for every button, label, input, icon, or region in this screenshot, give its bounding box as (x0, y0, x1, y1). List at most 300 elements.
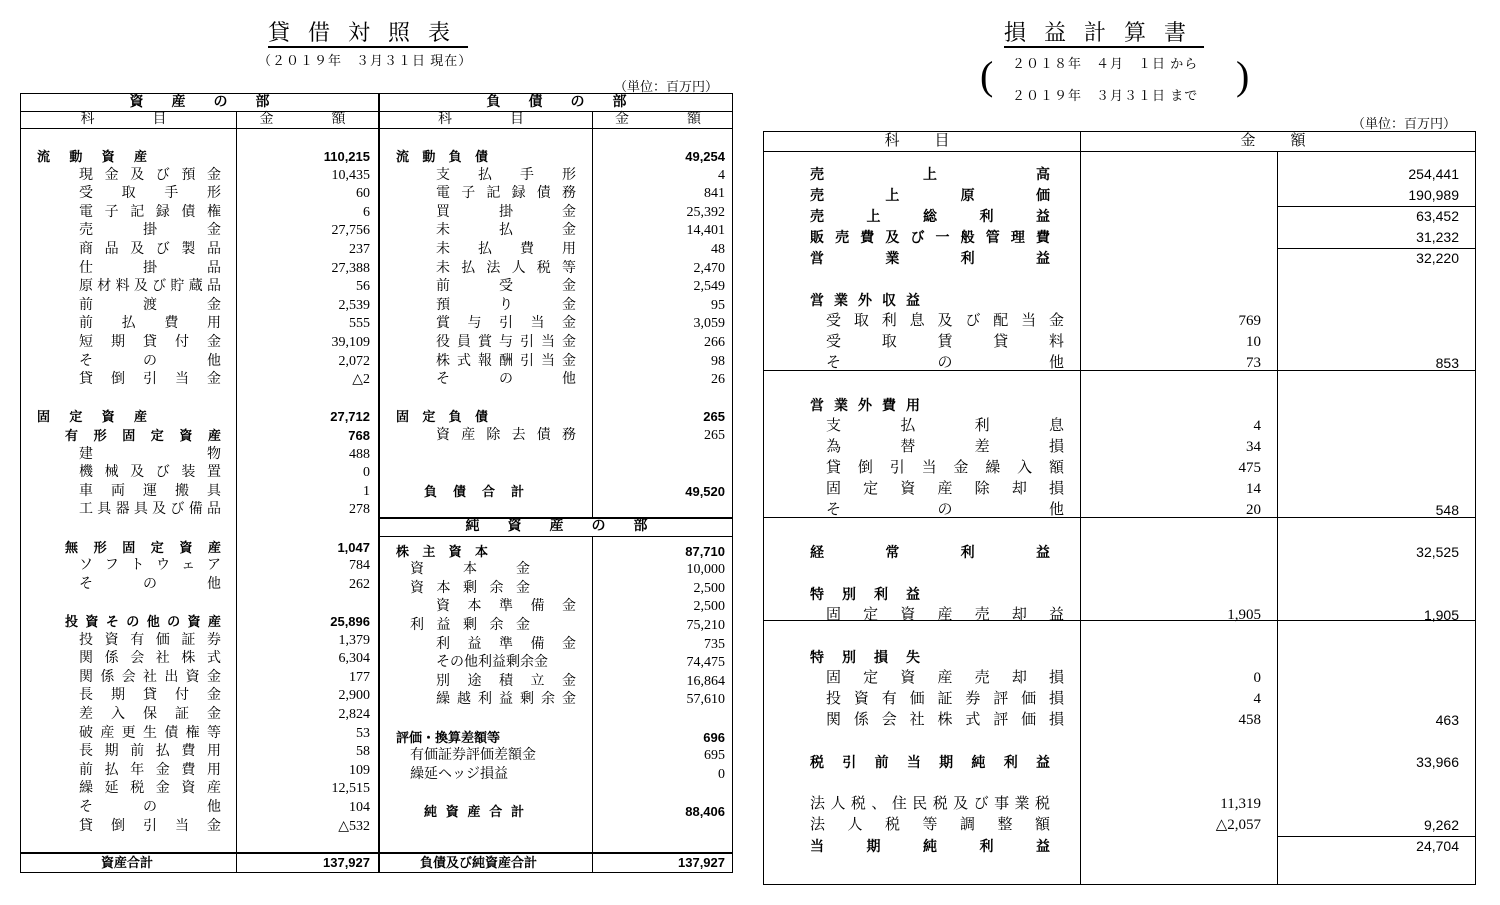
bs-item-amount: 4 (718, 167, 725, 183)
pl-item-total-amount: 254,441 (1408, 166, 1459, 182)
pl-row (764, 395, 1475, 416)
liab-na-total-amount: 137,927 (678, 855, 725, 870)
bs-spacer (21, 594, 378, 612)
pl-item-total-amount: 9,262 (1423, 817, 1459, 833)
bs-row (21, 687, 378, 705)
bs-item-label: 繰延ヘッジ損益 (410, 766, 508, 782)
bs-row (380, 691, 733, 709)
bs-item-amount: 58 (356, 744, 370, 760)
bs-row (21, 427, 378, 445)
assets-total-label: 資産合計 (101, 855, 154, 870)
bs-row (380, 260, 733, 278)
bs-item-amount: 6,304 (338, 651, 370, 667)
bs-item-amount: 110,215 (323, 149, 370, 164)
period-from: ２０１８年 ４月 １日 から (1012, 56, 1199, 71)
bs-item-amount: 1 (363, 483, 370, 499)
bs-spacer (380, 464, 733, 482)
bs-item-label: 資本剰余金 (410, 580, 530, 596)
bs-item-amount: 768 (348, 428, 370, 443)
pl-item-label: 固定資産売却益 (826, 607, 1064, 623)
bs-item-amount: 1,379 (338, 632, 370, 648)
bs-item-label: 差入保証金 (79, 707, 221, 722)
income-statement-title: 損益計算書 (1004, 20, 1205, 45)
bs-row (21, 632, 378, 650)
income-statement-table (763, 131, 1476, 885)
pl-row (764, 584, 1475, 605)
bs-row (21, 446, 378, 464)
bs-item-amount: 265 (703, 409, 725, 425)
bs-item-amount: 27,756 (331, 223, 370, 239)
bs-row (380, 543, 733, 561)
bs-row (380, 483, 733, 501)
pl-item-label: 固定資産除却損 (826, 481, 1064, 497)
bs-row (21, 780, 378, 798)
pl-row (764, 311, 1475, 332)
bs-item-label: 貸倒引当金 (79, 372, 221, 388)
bs-item-amount: 2,470 (693, 260, 725, 276)
bs-item-label: 役員賞与引当金 (436, 335, 576, 350)
bs-item-label: 支払手形 (436, 167, 576, 183)
bs-item-label: 破産更生債権等 (79, 725, 221, 741)
bs-item-label: 投資有価証券 (79, 632, 221, 648)
bs-item-label: その他 (79, 800, 221, 815)
pl-item-sub-amount: 11,319 (1220, 796, 1261, 812)
pl-item-label: 関係会社株式評価損 (826, 712, 1064, 728)
pl-item-sub-amount: 4 (1253, 418, 1261, 434)
pl-item-sub-amount: 475 (1238, 460, 1261, 476)
bs-item-amount: 27,388 (331, 260, 370, 276)
bs-item-label: 前払年金費用 (79, 762, 221, 778)
pl-row (764, 689, 1475, 710)
bs-row (21, 706, 378, 724)
balance-sheet-date: （２０１９年 ３月３１日 現在） (258, 53, 473, 68)
bs-item-label: 評価・換算差額等 (396, 729, 501, 745)
pl-row (764, 668, 1475, 689)
bs-item-label: 流動負債 (396, 149, 488, 164)
date-range-open-paren: ( (980, 53, 994, 98)
bs-row (380, 185, 733, 203)
pl-item-sub-amount: 20 (1246, 502, 1261, 518)
bs-item-amount: 265 (704, 428, 725, 443)
liab-na-total-row (380, 854, 733, 872)
bs-item-amount: 39,109 (331, 335, 370, 350)
pl-row (764, 290, 1475, 311)
bs-row (21, 501, 378, 519)
bs-row (380, 278, 733, 296)
pl-item-total-amount: 853 (1435, 355, 1459, 371)
bs-row (21, 799, 378, 817)
bs-row (21, 297, 378, 315)
bs-item-label: 無形固定資産 (65, 539, 221, 555)
bs-item-amount: 237 (349, 242, 370, 257)
bs-item-amount: 0 (718, 766, 725, 782)
bs-row (21, 148, 378, 166)
pl-item-label: 受取賃貸料 (826, 334, 1064, 350)
pl-item-label: 投資有価証券評価損 (826, 691, 1064, 707)
bs-item-label: 資本準備金 (436, 599, 576, 615)
bs-item-label: 繰延税金資産 (79, 781, 221, 797)
bs-item-label: その他 (79, 353, 221, 369)
bs-row (380, 334, 733, 352)
bs-item-label: 原材料及び貯蔵品 (79, 279, 221, 295)
pl-item-label: 当期純利益 (810, 838, 1050, 854)
bs-item-amount: 56 (356, 279, 370, 295)
bs-row (380, 636, 733, 654)
bs-item-amount: 10,000 (686, 562, 725, 578)
bs-row (21, 725, 378, 743)
bs-item-amount: 735 (704, 636, 725, 652)
pl-item-label: 支払利息 (826, 418, 1064, 434)
balance-sheet-table (20, 93, 733, 873)
bs-item-amount: 87,710 (685, 543, 725, 559)
bs-item-amount: 53 (356, 725, 370, 741)
bs-item-label: 有形固定資産 (65, 428, 221, 443)
bs-spacer (21, 390, 378, 408)
bs-item-amount: 74,475 (686, 655, 725, 671)
pl-item-label: 為替差損 (826, 439, 1064, 455)
pl-row (764, 416, 1475, 437)
bs-row (21, 818, 378, 836)
pl-row (764, 542, 1475, 563)
pl-item-label: 売上原価 (810, 187, 1050, 203)
bs-spacer (380, 446, 733, 464)
bs-row (21, 576, 378, 594)
bs-item-label: 負債合計 (424, 483, 524, 499)
bs-item-amount: 3,059 (693, 316, 725, 332)
pl-item-label: 営業外収益 (810, 292, 920, 308)
bs-row (21, 613, 378, 631)
bs-item-label: 投資その他の資産 (65, 614, 221, 629)
pl-row (764, 185, 1475, 206)
bs-item-label: 利益剰余金 (410, 618, 530, 633)
balance-sheet-title: 貸借対照表 (268, 20, 469, 45)
bs-row (380, 427, 733, 445)
bs-item-amount: 98 (711, 353, 725, 369)
bs-row (380, 580, 733, 598)
bs-item-amount: 88,406 (685, 804, 725, 819)
pl-row (764, 227, 1475, 248)
bs-row (380, 353, 733, 371)
bs-item-amount: 60 (356, 186, 370, 202)
bs-item-amount: 6 (363, 204, 370, 220)
bs-row (21, 167, 378, 185)
liab-col-item: 科 目 (438, 112, 534, 127)
bs-spacer (380, 784, 733, 802)
pl-row (764, 332, 1475, 353)
bs-item-amount: 12,515 (331, 781, 370, 797)
bs-item-label: 固定負債 (396, 409, 488, 425)
pl-item-total-amount: 548 (1435, 502, 1459, 518)
pl-item-sub-amount: 0 (1253, 670, 1261, 686)
pl-item-label: 売上高 (810, 166, 1050, 182)
bs-item-label: 株式報酬引当金 (436, 353, 576, 369)
bs-item-label: その他 (79, 576, 221, 592)
pl-item-total-amount: 1,905 (1423, 607, 1459, 623)
bs-item-label: 関係会社株式 (79, 651, 221, 667)
bs-item-amount: 25,896 (330, 614, 370, 629)
bs-row (380, 803, 733, 821)
pl-item-total-amount: 32,220 (1416, 250, 1459, 266)
pl-row (764, 164, 1475, 185)
bs-item-label: 関係会社出資金 (79, 669, 221, 685)
bs-item-label: 預り金 (436, 297, 576, 313)
bs-row (380, 617, 733, 635)
bs-row (380, 241, 733, 259)
income-statement-unit: （単位：百万円） (1352, 116, 1457, 131)
pl-row (764, 815, 1475, 836)
bs-item-amount: 48 (711, 242, 725, 257)
bs-item-amount: 2,500 (693, 599, 725, 615)
bs-item-label: 未払金 (436, 223, 576, 239)
bs-item-label: 前受金 (436, 279, 576, 295)
bs-spacer (380, 710, 733, 728)
bs-row (21, 762, 378, 780)
pl-item-label: 特別損失 (810, 649, 920, 665)
assets-total-row (21, 854, 378, 872)
bs-row (21, 204, 378, 222)
bs-item-amount: 49,520 (685, 483, 725, 499)
pl-item-sub-amount: 4 (1253, 691, 1261, 707)
bs-item-label: その他利益剰余金 (436, 655, 548, 671)
bs-row (21, 222, 378, 240)
bs-item-label: 未払費用 (436, 242, 576, 257)
bs-item-label: 前払費用 (79, 316, 221, 332)
bs-spacer (21, 520, 378, 538)
bs-item-label: 長期前払費用 (79, 744, 221, 760)
bs-row (21, 278, 378, 296)
bs-row (380, 561, 733, 579)
bs-item-amount: 2,072 (338, 353, 370, 369)
bs-row (21, 334, 378, 352)
pl-item-label: 法人税等調整額 (810, 817, 1050, 833)
pl-item-label: 営業利益 (810, 250, 1050, 266)
bs-item-amount: 278 (349, 502, 370, 518)
bs-item-amount: 2,500 (693, 580, 725, 596)
bs-item-amount: 10,435 (331, 167, 370, 183)
bs-item-label: 貸倒引当金 (79, 818, 221, 834)
bs-item-amount: 488 (349, 446, 370, 462)
pl-item-total-amount: 33,966 (1416, 754, 1459, 770)
bs-item-label: その他 (436, 372, 576, 388)
bs-item-label: 純資産合計 (424, 804, 524, 819)
bs-row (21, 408, 378, 426)
bs-item-label: 現金及び預金 (79, 167, 221, 183)
net-assets-section-header: 純 資 産 の 部 (465, 519, 648, 534)
bs-row (21, 483, 378, 501)
assets-section-header: 資 産 の 部 (129, 95, 270, 110)
bs-item-label: 流動資産 (37, 149, 147, 164)
pl-item-sub-amount: 73 (1246, 355, 1261, 371)
pl-item-total-amount: 31,232 (1416, 229, 1459, 245)
bs-item-label: 資本金 (410, 562, 530, 578)
pl-item-label: 特別利益 (810, 586, 920, 602)
bs-item-label: 長期貸付金 (79, 688, 221, 704)
pl-row (764, 479, 1475, 500)
pl-item-sub-amount: 14 (1246, 481, 1261, 497)
bs-row (380, 766, 733, 784)
liab-na-total-label: 負債及び純資産合計 (420, 855, 538, 870)
pl-item-sub-amount: 458 (1238, 712, 1261, 728)
pl-item-total-amount: 190,989 (1408, 187, 1459, 203)
pl-row (764, 248, 1475, 269)
pl-col-amount: 金 額 (1240, 133, 1316, 149)
bs-item-amount: 104 (349, 800, 370, 815)
bs-item-label: 未払法人税等 (436, 260, 576, 276)
bs-row (380, 222, 733, 240)
bs-item-label: 前渡金 (79, 297, 221, 313)
bs-row (380, 598, 733, 616)
pl-item-label: 販売費及び一般管理費 (810, 229, 1050, 245)
pl-item-label: 税引前当期純利益 (810, 754, 1050, 770)
bs-row (380, 371, 733, 389)
pl-item-label: 貸倒引当金繰入額 (826, 460, 1064, 476)
pl-row (764, 647, 1475, 668)
bs-item-label: 受取手形 (79, 186, 221, 202)
pl-item-sub-amount: 34 (1246, 439, 1261, 455)
assets-col-amount: 金 額 (259, 112, 356, 127)
bs-item-label: 短期貸付金 (79, 335, 221, 350)
pl-row (764, 353, 1475, 374)
bs-item-label: 商品及び製品 (79, 242, 221, 257)
bs-item-amount: △2 (352, 372, 370, 388)
pl-item-label: 固定資産売却損 (826, 670, 1064, 686)
bs-item-label: 利益準備金 (436, 636, 576, 652)
bs-item-amount: 25,392 (686, 204, 725, 220)
bs-item-amount: 696 (703, 729, 725, 745)
bs-row (380, 204, 733, 222)
pl-item-label: 経常利益 (810, 544, 1050, 560)
bs-item-amount: 2,539 (338, 297, 370, 313)
bs-item-amount: 95 (711, 297, 725, 313)
bs-item-amount: △532 (338, 818, 370, 834)
bs-spacer (380, 524, 733, 542)
pl-row (764, 437, 1475, 458)
liabilities-section-header: 負 債 の 部 (486, 95, 627, 110)
bs-item-label: 固定資産 (37, 409, 147, 425)
pl-row (764, 836, 1475, 857)
balance-sheet-unit: （単位：百万円） (614, 79, 719, 94)
bs-item-label: 賞与引当金 (436, 316, 576, 332)
bs-item-amount: 266 (704, 335, 725, 350)
bs-item-amount: 16,864 (686, 673, 725, 689)
pl-item-label: 法人税、住民税及び事業税 (810, 796, 1050, 812)
bs-row (21, 185, 378, 203)
period-to: ２０１９年 ３月３１日 まで (1012, 88, 1199, 103)
pl-item-sub-amount: △2,057 (1215, 817, 1261, 833)
assets-total-amount: 137,927 (323, 855, 370, 870)
pl-item-sub-amount: 10 (1246, 334, 1261, 350)
bs-item-amount: 27,712 (330, 409, 370, 425)
bs-row (21, 260, 378, 278)
bs-row (21, 743, 378, 761)
pl-item-total-amount: 32,525 (1416, 544, 1459, 560)
bs-item-amount: 1,047 (337, 539, 370, 555)
pl-item-total-amount: 24,704 (1416, 838, 1459, 854)
bs-item-amount: 2,549 (693, 279, 725, 295)
bs-item-amount: 695 (704, 748, 725, 764)
assets-col-item: 科 目 (80, 112, 177, 127)
bs-item-label: 電子記録債権 (79, 204, 221, 220)
bs-spacer (380, 390, 733, 408)
bs-row (380, 148, 733, 166)
bs-row (21, 464, 378, 482)
pl-row (764, 206, 1475, 227)
pl-item-sub-amount: 769 (1238, 313, 1261, 329)
pl-item-label: 受取利息及び配当金 (826, 313, 1064, 329)
bs-row (380, 408, 733, 426)
pl-item-label: その他 (826, 355, 1064, 371)
bs-item-amount: 784 (349, 558, 370, 574)
bs-row (21, 315, 378, 333)
bs-item-label: ソフトウェア (79, 558, 221, 574)
bs-item-amount: 14,401 (686, 223, 725, 239)
bs-item-amount: 2,900 (338, 688, 370, 704)
pl-item-total-amount: 463 (1435, 712, 1459, 728)
bs-item-label: 買掛金 (436, 204, 576, 220)
pl-row (764, 500, 1475, 521)
bs-item-label: 仕掛品 (79, 260, 221, 276)
bs-item-label: 資産除去債務 (436, 428, 576, 443)
bs-row (21, 371, 378, 389)
pl-row (764, 710, 1475, 731)
pl-row (764, 794, 1475, 815)
bs-item-amount: 262 (349, 576, 370, 592)
bs-row (380, 729, 733, 747)
pl-row (764, 458, 1475, 479)
bs-item-label: 有価証券評価差額金 (410, 748, 536, 764)
bs-row (380, 673, 733, 691)
bs-item-label: 電子記録債務 (436, 186, 576, 202)
bs-item-amount: 0 (363, 465, 370, 481)
bs-spacer (380, 505, 733, 523)
pl-item-total-amount: 63,452 (1416, 208, 1459, 224)
bs-row (21, 557, 378, 575)
pl-item-label: 営業外費用 (810, 397, 920, 413)
bs-item-amount: 2,824 (338, 707, 370, 722)
bs-row (380, 654, 733, 672)
pl-item-sub-amount: 1,905 (1227, 607, 1261, 623)
pl-item-label: 売上総利益 (810, 208, 1050, 224)
bs-item-label: 繰越利益剰余金 (436, 692, 576, 708)
bs-item-amount: 841 (704, 186, 725, 202)
bs-item-label: 工具器具及び備品 (79, 502, 221, 518)
bs-row (21, 650, 378, 668)
bs-item-amount: 177 (349, 669, 370, 685)
bs-item-label: 売掛金 (79, 223, 221, 239)
bs-row (380, 315, 733, 333)
pl-row (764, 752, 1475, 773)
bs-item-amount: 57,610 (686, 692, 725, 708)
bs-item-amount: 26 (711, 372, 725, 388)
bs-row (380, 297, 733, 315)
pl-row (764, 605, 1475, 626)
liab-col-amount: 金 額 (615, 112, 711, 127)
bs-item-label: 建物 (79, 446, 221, 462)
bs-item-label: 株主資本 (396, 543, 488, 559)
bs-item-amount: 75,210 (686, 618, 725, 633)
bs-row (380, 747, 733, 765)
bs-item-amount: 49,254 (685, 149, 725, 164)
bs-item-label: 別途積立金 (436, 673, 576, 689)
bs-item-label: 機械及び装置 (79, 465, 221, 481)
bs-row (21, 241, 378, 259)
bs-item-amount: 109 (349, 762, 370, 778)
bs-row (21, 539, 378, 557)
bs-row (21, 353, 378, 371)
pl-item-label: その他 (826, 502, 1064, 518)
bs-row (21, 669, 378, 687)
bs-item-amount: 555 (349, 316, 370, 332)
